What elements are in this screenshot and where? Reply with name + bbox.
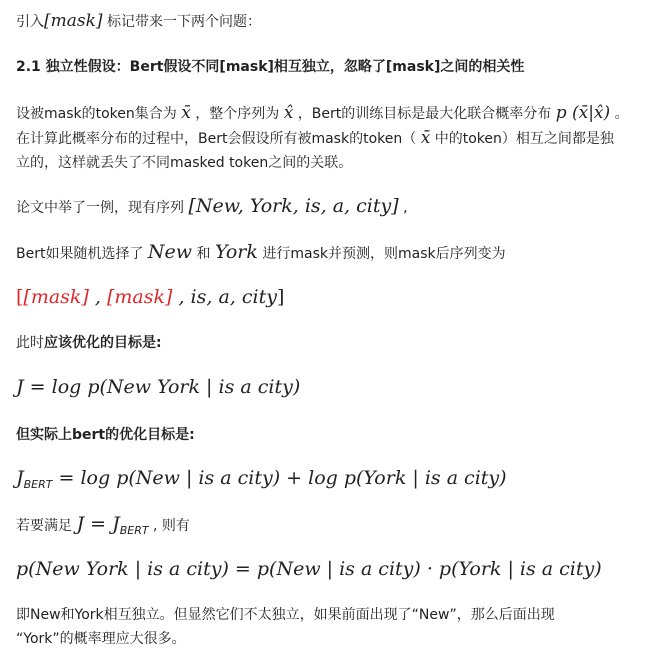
masked-sequence — [16, 286, 284, 310]
j-bert-symbol-2: J — [112, 513, 120, 535]
equation-2-rhs: = log p(New | is a city) + log p(York | is a city) — [52, 467, 507, 489]
conclusion-line2: “York”的概率理应大很多。 — [16, 631, 186, 647]
condition-text-a: 若要满足 — [16, 518, 77, 534]
example-tail: , — [398, 200, 408, 216]
equals-sign: = — [84, 513, 113, 535]
choose-text-a: Bert如果随机选择了 — [16, 246, 148, 262]
j-symbol: J — [16, 376, 24, 398]
j-symbol-2: J — [76, 513, 85, 535]
xhat-math: x̂ — [283, 103, 294, 123]
section-heading: 2.1 独立性假设：Bert假设不同[mask]相互独立，忽略了[mask]之间的相关性 — [16, 59, 525, 75]
choose-line — [16, 241, 506, 265]
equation-1 — [16, 376, 300, 400]
para1-line3: 立的，这样就丢失了不同masked token之间的关联。 — [16, 155, 353, 171]
para1-line2 — [16, 127, 614, 150]
new-math: New — [147, 241, 193, 263]
choose-text-b: 和 — [192, 246, 215, 262]
mask-token-1: [mask] — [23, 286, 89, 308]
mask-token-2: [mask] — [106, 286, 173, 308]
j-bert-symbol: J — [16, 467, 24, 489]
bert-subscript-2: BERT — [119, 524, 149, 537]
bracket-close: ] — [276, 286, 285, 308]
para1-text-a: 设被mask的token集合为 — [16, 106, 182, 122]
intro-text-tail: 标记带来一下两个问题： — [102, 14, 261, 30]
intro-line — [16, 10, 261, 33]
bert-subscript: BERT — [23, 478, 53, 491]
york-math: York — [214, 241, 258, 263]
para1-text-b: ，整个序列为 — [190, 106, 284, 122]
condition-text-b: , 则有 — [148, 518, 190, 534]
para1-text-d: 。 — [610, 106, 629, 122]
actual-line — [16, 424, 195, 446]
example-line — [16, 195, 408, 219]
para1-line2-text-a: 在计算此概率分布的过程中，Bert会假设所有被mask的token（ — [16, 131, 421, 147]
actual-text-a: 但实际上 — [16, 427, 72, 443]
sequence-rest: , is, a, city — [172, 286, 277, 308]
condition-line — [16, 513, 190, 542]
mask-token-math: [mask] — [44, 11, 103, 31]
should-text-b: 应该优化的目标是: — [44, 335, 162, 351]
bracket-open: [ — [16, 286, 24, 308]
intro-text: 引入 — [16, 14, 44, 30]
para1-text-c: ，Bert的训练目标是最大化联合概率分布 — [293, 106, 556, 122]
should-text-a: 此时 — [16, 335, 44, 351]
equation-2 — [16, 467, 507, 496]
joint-probability-math: p (x̄|x̂) — [555, 103, 611, 123]
actual-text-b: bert的优化目标是: — [72, 427, 195, 443]
equation-1-rhs: = log p(New York | is a city) — [23, 376, 301, 398]
comma: , — [88, 286, 107, 308]
example-text: 论文中举了一例，现有序列 — [16, 200, 189, 216]
para1-line1 — [16, 102, 629, 125]
sequence-math: [New, York, is, a, city] — [188, 195, 399, 217]
xbar-math-2: x̄ — [420, 128, 431, 148]
equation-3: p(New York | is a city) = p(New | is a city) · p(York | is a city) — [16, 558, 602, 580]
para1-line2-text-b: 中的token）相互之间都是独 — [430, 131, 614, 147]
should-line — [16, 332, 162, 354]
choose-text-c: 进行mask并预测，则mask后序列变为 — [257, 246, 506, 262]
conclusion-line1: 即New和York相互独立。但显然它们不太独立，如果前面出现了“New”，那么后面出现 — [16, 607, 555, 623]
xbar-math: x̄ — [181, 103, 191, 123]
